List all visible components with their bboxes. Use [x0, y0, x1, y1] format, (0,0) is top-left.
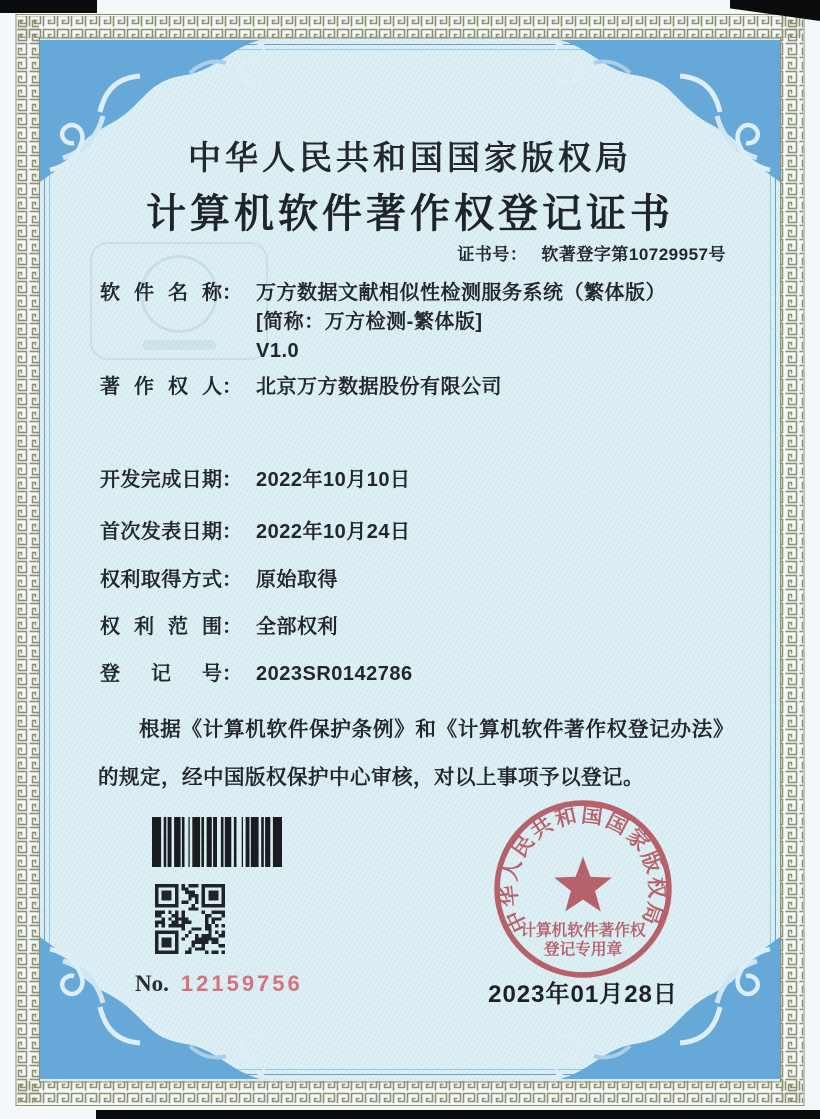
field-label: 著作权人	[100, 376, 222, 398]
field-label: 登记号	[100, 663, 222, 685]
issuer-title: 中华人民共和国国家版权局	[188, 141, 632, 177]
cert-number-line	[457, 240, 726, 265]
field-first-publish-date: 首次发表日期 ： 2022年10月24日	[100, 518, 410, 547]
field-value: 2022年10月24日	[256, 521, 411, 543]
cert-number-label: 证书号：	[457, 245, 528, 264]
field-registration-number: 登记号 ： 2023SR0142786	[100, 660, 413, 689]
qr-code	[155, 884, 225, 954]
field-value: 北京万方数据股份有限公司	[256, 376, 502, 398]
field-label: 权利范围	[100, 616, 222, 638]
serial-label: No.	[135, 971, 169, 996]
field-label: 权利取得方式	[100, 569, 222, 591]
seal-line1: 计算机软件著作权	[520, 922, 646, 940]
field-value: 原始取得	[256, 569, 338, 591]
field-rights-scope: 权利范围 ： 全部权利	[100, 613, 338, 642]
cert-number-value: 软著登字第10729957号	[541, 245, 726, 264]
field-value: 2023SR0142786	[256, 663, 413, 685]
scan-artifact-top-left	[0, 0, 97, 13]
seal-line2: 登记专用章	[543, 941, 623, 959]
field-value: 全部权利	[256, 616, 338, 638]
corner-flourish-bottom-left	[40, 919, 265, 1079]
field-dev-complete-date: 开发完成日期 ： 2022年10月10日	[100, 466, 410, 495]
field-value: 2022年10月10日	[256, 469, 411, 491]
field-label: 首次发表日期	[100, 521, 222, 543]
field-label: 开发完成日期	[100, 469, 222, 491]
field-software-name: 软件名称 ： 万方数据文献相似性检测服务系统（繁体版） [简称：万方检测-繁体版] V1.0	[100, 279, 666, 366]
serial-number-line	[135, 971, 303, 997]
field-value: 万方数据文献相似性检测服务系统（繁体版） [简称：万方检测-繁体版] V1.0	[256, 282, 666, 362]
field-rights-acquisition: 权利取得方式 ： 原始取得	[100, 566, 338, 595]
statement-paragraph: 根据《计算机软件保护条例》和《计算机软件著作权登记办法》的规定，经中国版权保护中心审核，对以上事项予以登记。	[98, 718, 734, 789]
serial-value: 12159756	[180, 971, 303, 996]
issue-date: 2023年01月28日	[488, 981, 678, 1008]
field-label: 软件名称	[100, 282, 222, 304]
scan-artifact-bottom	[96, 1110, 820, 1119]
field-copyright-owner: 著作权人 ： 北京万方数据股份有限公司	[100, 373, 502, 402]
barcode-image	[152, 817, 282, 867]
certificate-title: 计算机软件著作权登记证书	[146, 191, 674, 236]
seal-ring-text: 中华人民共和国国家版权局	[497, 803, 668, 936]
